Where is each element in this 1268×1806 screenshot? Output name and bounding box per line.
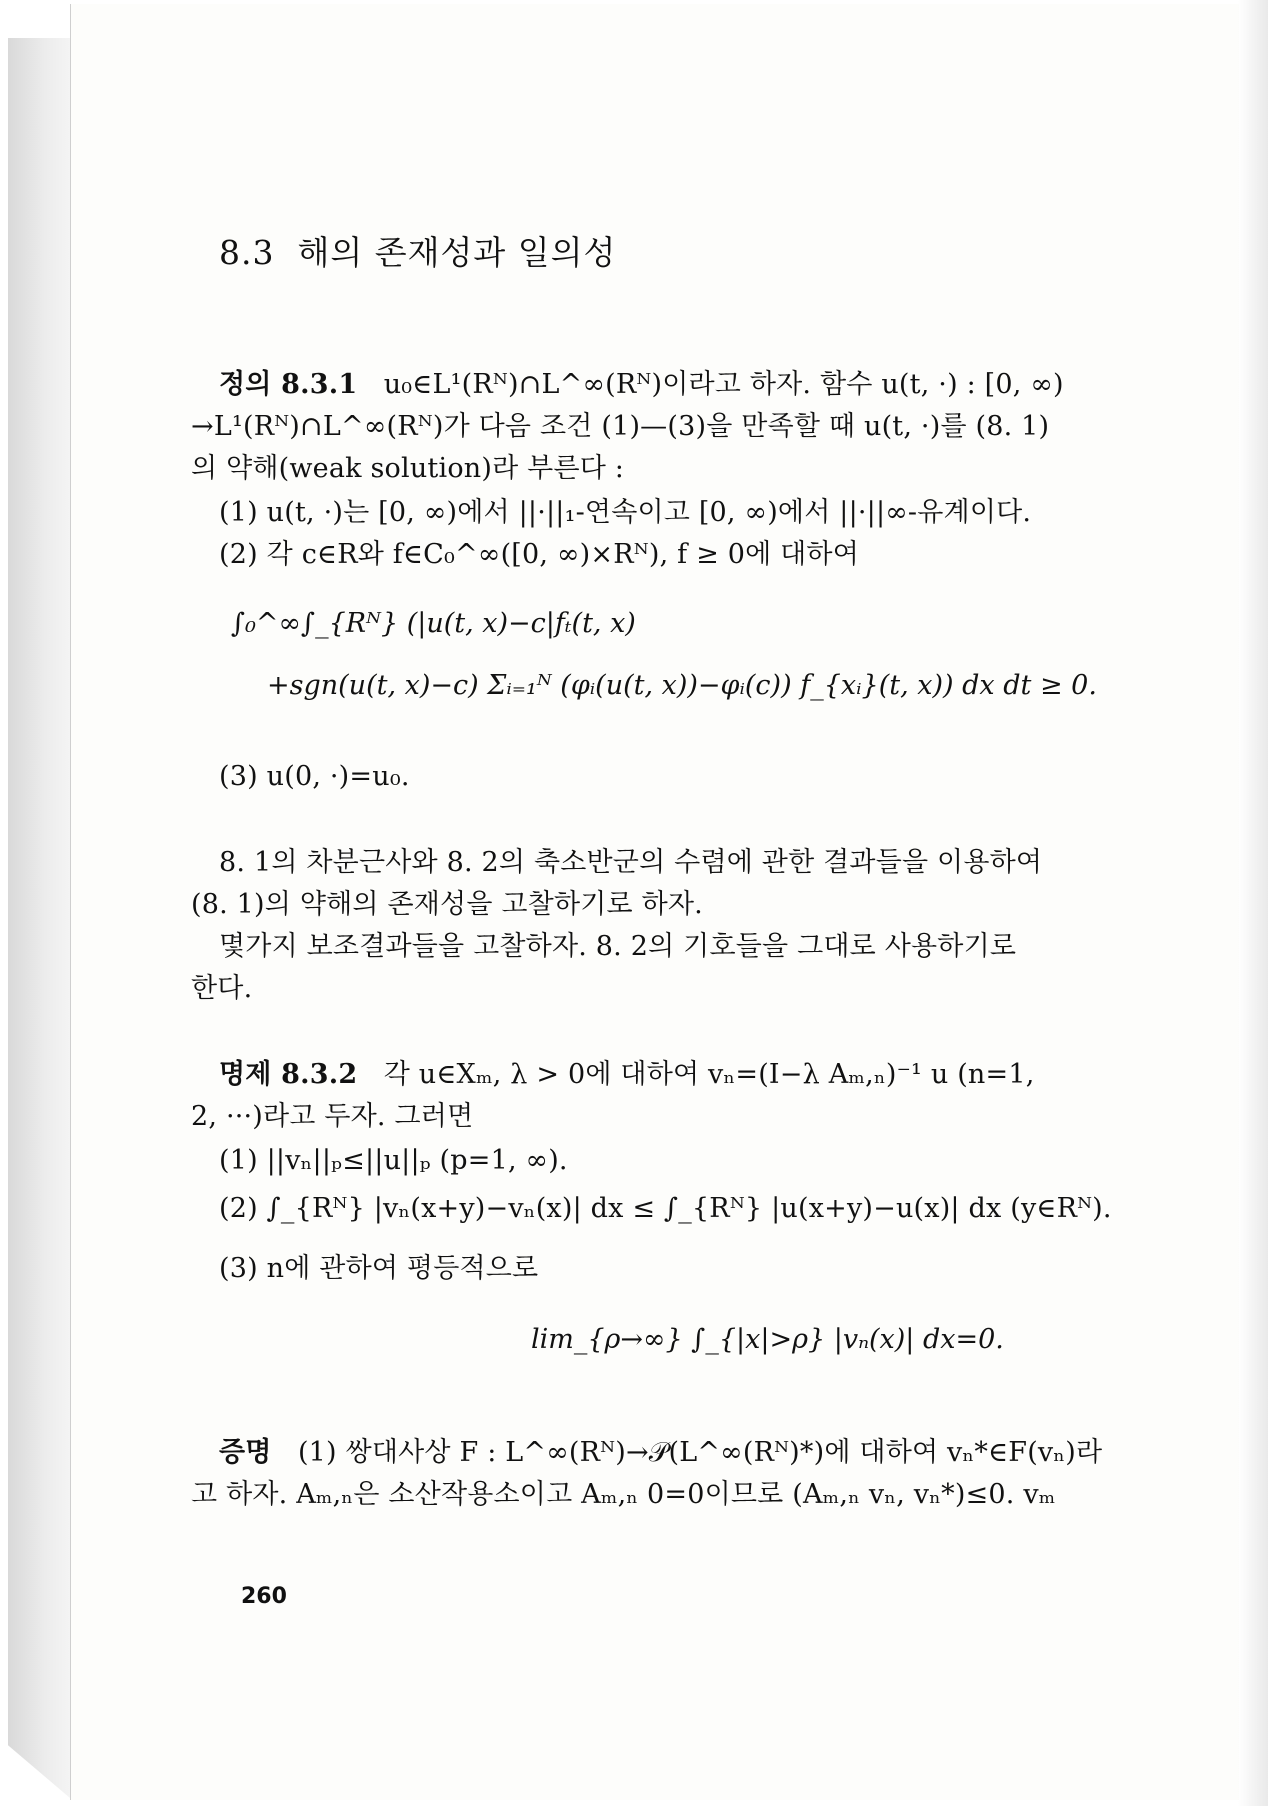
document-page [70, 4, 1239, 1800]
proposition-item-2: (2) ∫_{Rᴺ} |vₙ(x+y)−vₙ(x)| dx ≤ ∫_{Rᴺ} |u(x+y)−u(x)| dx (y∈Rᴺ). [219, 1193, 1112, 1224]
proposition-label: 명제 8.3.2 [219, 1059, 358, 1090]
definition-integral-line-2: +sgn(u(t, x)−c) Σᵢ₌₁ᴺ (φᵢ(u(t, x))−φᵢ(c)) f_{xᵢ}(t, x)) dx dt ≥ 0. [267, 670, 1097, 701]
proposition-text: 각 u∈Xₘ, λ > 0에 대하여 vₙ=(I−λ Aₘ,ₙ)⁻¹ u (n=1, [383, 1059, 1035, 1090]
definition-integral-line-1: ∫₀^∞∫_{Rᴺ} (|u(t, x)−c|fₜ(t, x) [231, 608, 636, 639]
section-title: 해의 존재성과 일의성 [297, 233, 617, 272]
definition-item-1: (1) u(t, ·)는 [0, ∞)에서 ||·||₁-연속이고 [0, ∞)에서 ||·||∞-유계이다. [219, 497, 1032, 528]
definition-label: 정의 8.3.1 [219, 369, 358, 400]
section-heading [219, 233, 617, 272]
proposition-item-3: (3) n에 관하여 평등적으로 [219, 1253, 539, 1284]
proposition-line-2: 2, ···)라고 두자. 그러면 [191, 1101, 474, 1132]
proof-line-2: 고 하자. Aₘ,ₙ은 소산작용소이고 Aₘ,ₙ 0=0이므로 (Aₘ,ₙ vₙ, vₙ*)≤0. vₘ [191, 1479, 1056, 1510]
paragraph-line-4: 한다. [191, 973, 253, 1004]
section-number: 8.3 [219, 233, 275, 272]
paragraph-line-2: (8. 1)의 약해의 존재성을 고찰하기로 하자. [191, 889, 703, 920]
definition-text: u₀∈L¹(Rᴺ)∩L^∞(Rᴺ)이라고 하자. 함수 u(t, ·) : [0, ∞) [383, 369, 1064, 400]
proposition-limit-equation: lim_{ρ→∞} ∫_{|x|>ρ} |vₙ(x)| dx=0. [531, 1324, 1004, 1355]
page-edge-shadow [1238, 0, 1268, 1806]
page-number: 260 [241, 1584, 287, 1609]
definition-item-3: (3) u(0, ·)=u₀. [219, 761, 410, 792]
definition-line-3: 의 약해(weak solution)라 부른다 : [191, 453, 625, 484]
paragraph-line-3: 몇가지 보조결과들을 고찰하자. 8. 2의 기호들을 그대로 사용하기로 [219, 931, 1017, 962]
definition-line-2: →L¹(Rᴺ)∩L^∞(Rᴺ)가 다음 조건 (1)—(3)을 만족할 때 u(t, ·)를 (8. 1) [191, 411, 1050, 442]
proof-line-1 [219, 1436, 1102, 1470]
proof-label: 증명 [219, 1437, 272, 1468]
definition-line-1 [219, 368, 1064, 402]
book-spine [8, 38, 70, 1798]
proposition-line-1 [219, 1058, 1035, 1092]
proof-text: (1) 쌍대사상 F : L^∞(Rᴺ)→𝒫(L^∞(Rᴺ)*)에 대하여 vₙ*∈F(vₙ)라 [297, 1437, 1103, 1468]
paragraph-line-1: 8. 1의 차분근사와 8. 2의 축소반군의 수렴에 관한 결과들을 이용하여 [219, 847, 1043, 878]
definition-item-2: (2) 각 c∈R와 f∈C₀^∞([0, ∞)×Rᴺ), f ≥ 0에 대하여 [219, 539, 859, 570]
proposition-item-1: (1) ||vₙ||ₚ≤||u||ₚ (p=1, ∞). [219, 1145, 568, 1176]
